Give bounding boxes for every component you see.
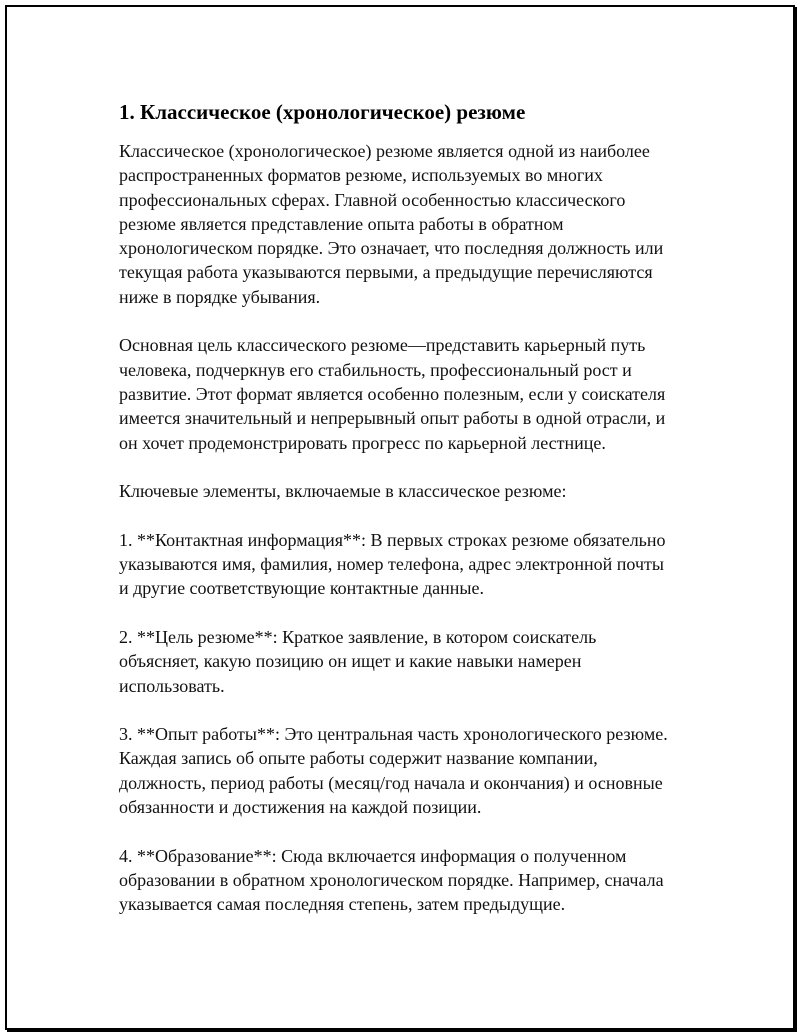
list-item-education: 4. **Образование**: Сюда включается информация о полученном образовании в обратном хронологическом порядке. Например, сначала указывается самая последняя степень, затем предыдущие. bbox=[119, 845, 664, 915]
document-content bbox=[119, 99, 699, 941]
list-item-contact-info: 1. **Контактная информация**: В первых строках резюме обязательно указываются имя, фамилия, номер телефона, адрес электронной почты и другие соответствующие контактные данные. bbox=[119, 529, 666, 599]
key-elements-intro: Ключевые элементы, включаемые в классическое резюме: bbox=[119, 481, 567, 502]
section-heading: 1. Классическое (хронологическое) резюме bbox=[119, 100, 526, 124]
document-page bbox=[5, 5, 795, 1030]
list-item-resume-goal: 2. **Цель резюме**: Краткое заявление, в котором соискатель объясняет, какую позицию он ищет и какие навыки намерен использовать. bbox=[119, 626, 597, 696]
list-item-work-experience: 3. **Опыт работы**: Это центральная часть хронологического резюме. Каждая запись об опыте работы содержит название компании, должность, период работы (месяц/год начала и окончания) и основные обязанности и достижения на каждой позиции. bbox=[119, 724, 668, 818]
goal-paragraph: Основная цель классического резюме—представить карьерный путь человека, подчеркнув его стабильность, профессиональный рост и развитие. Этот формат является особенно полезным, если у соискателя имеется значительный и непрерывный опыт работы в одной отрасли, и он хочет продемонстрировать прогресс по карьерной лестнице. bbox=[119, 335, 666, 453]
intro-paragraph: Классическое (хронологическое) резюме является одной из наиболее распространенных форматов резюме, используемых во многих профессиональных сферах. Главной особенностью классического резюме является представление опыта работы в обратном хронологическом порядке. Это означает, что последняя должность или текущая работа указываются первыми, а предыдущие перечисляются ниже в порядке убывания. bbox=[119, 141, 664, 307]
